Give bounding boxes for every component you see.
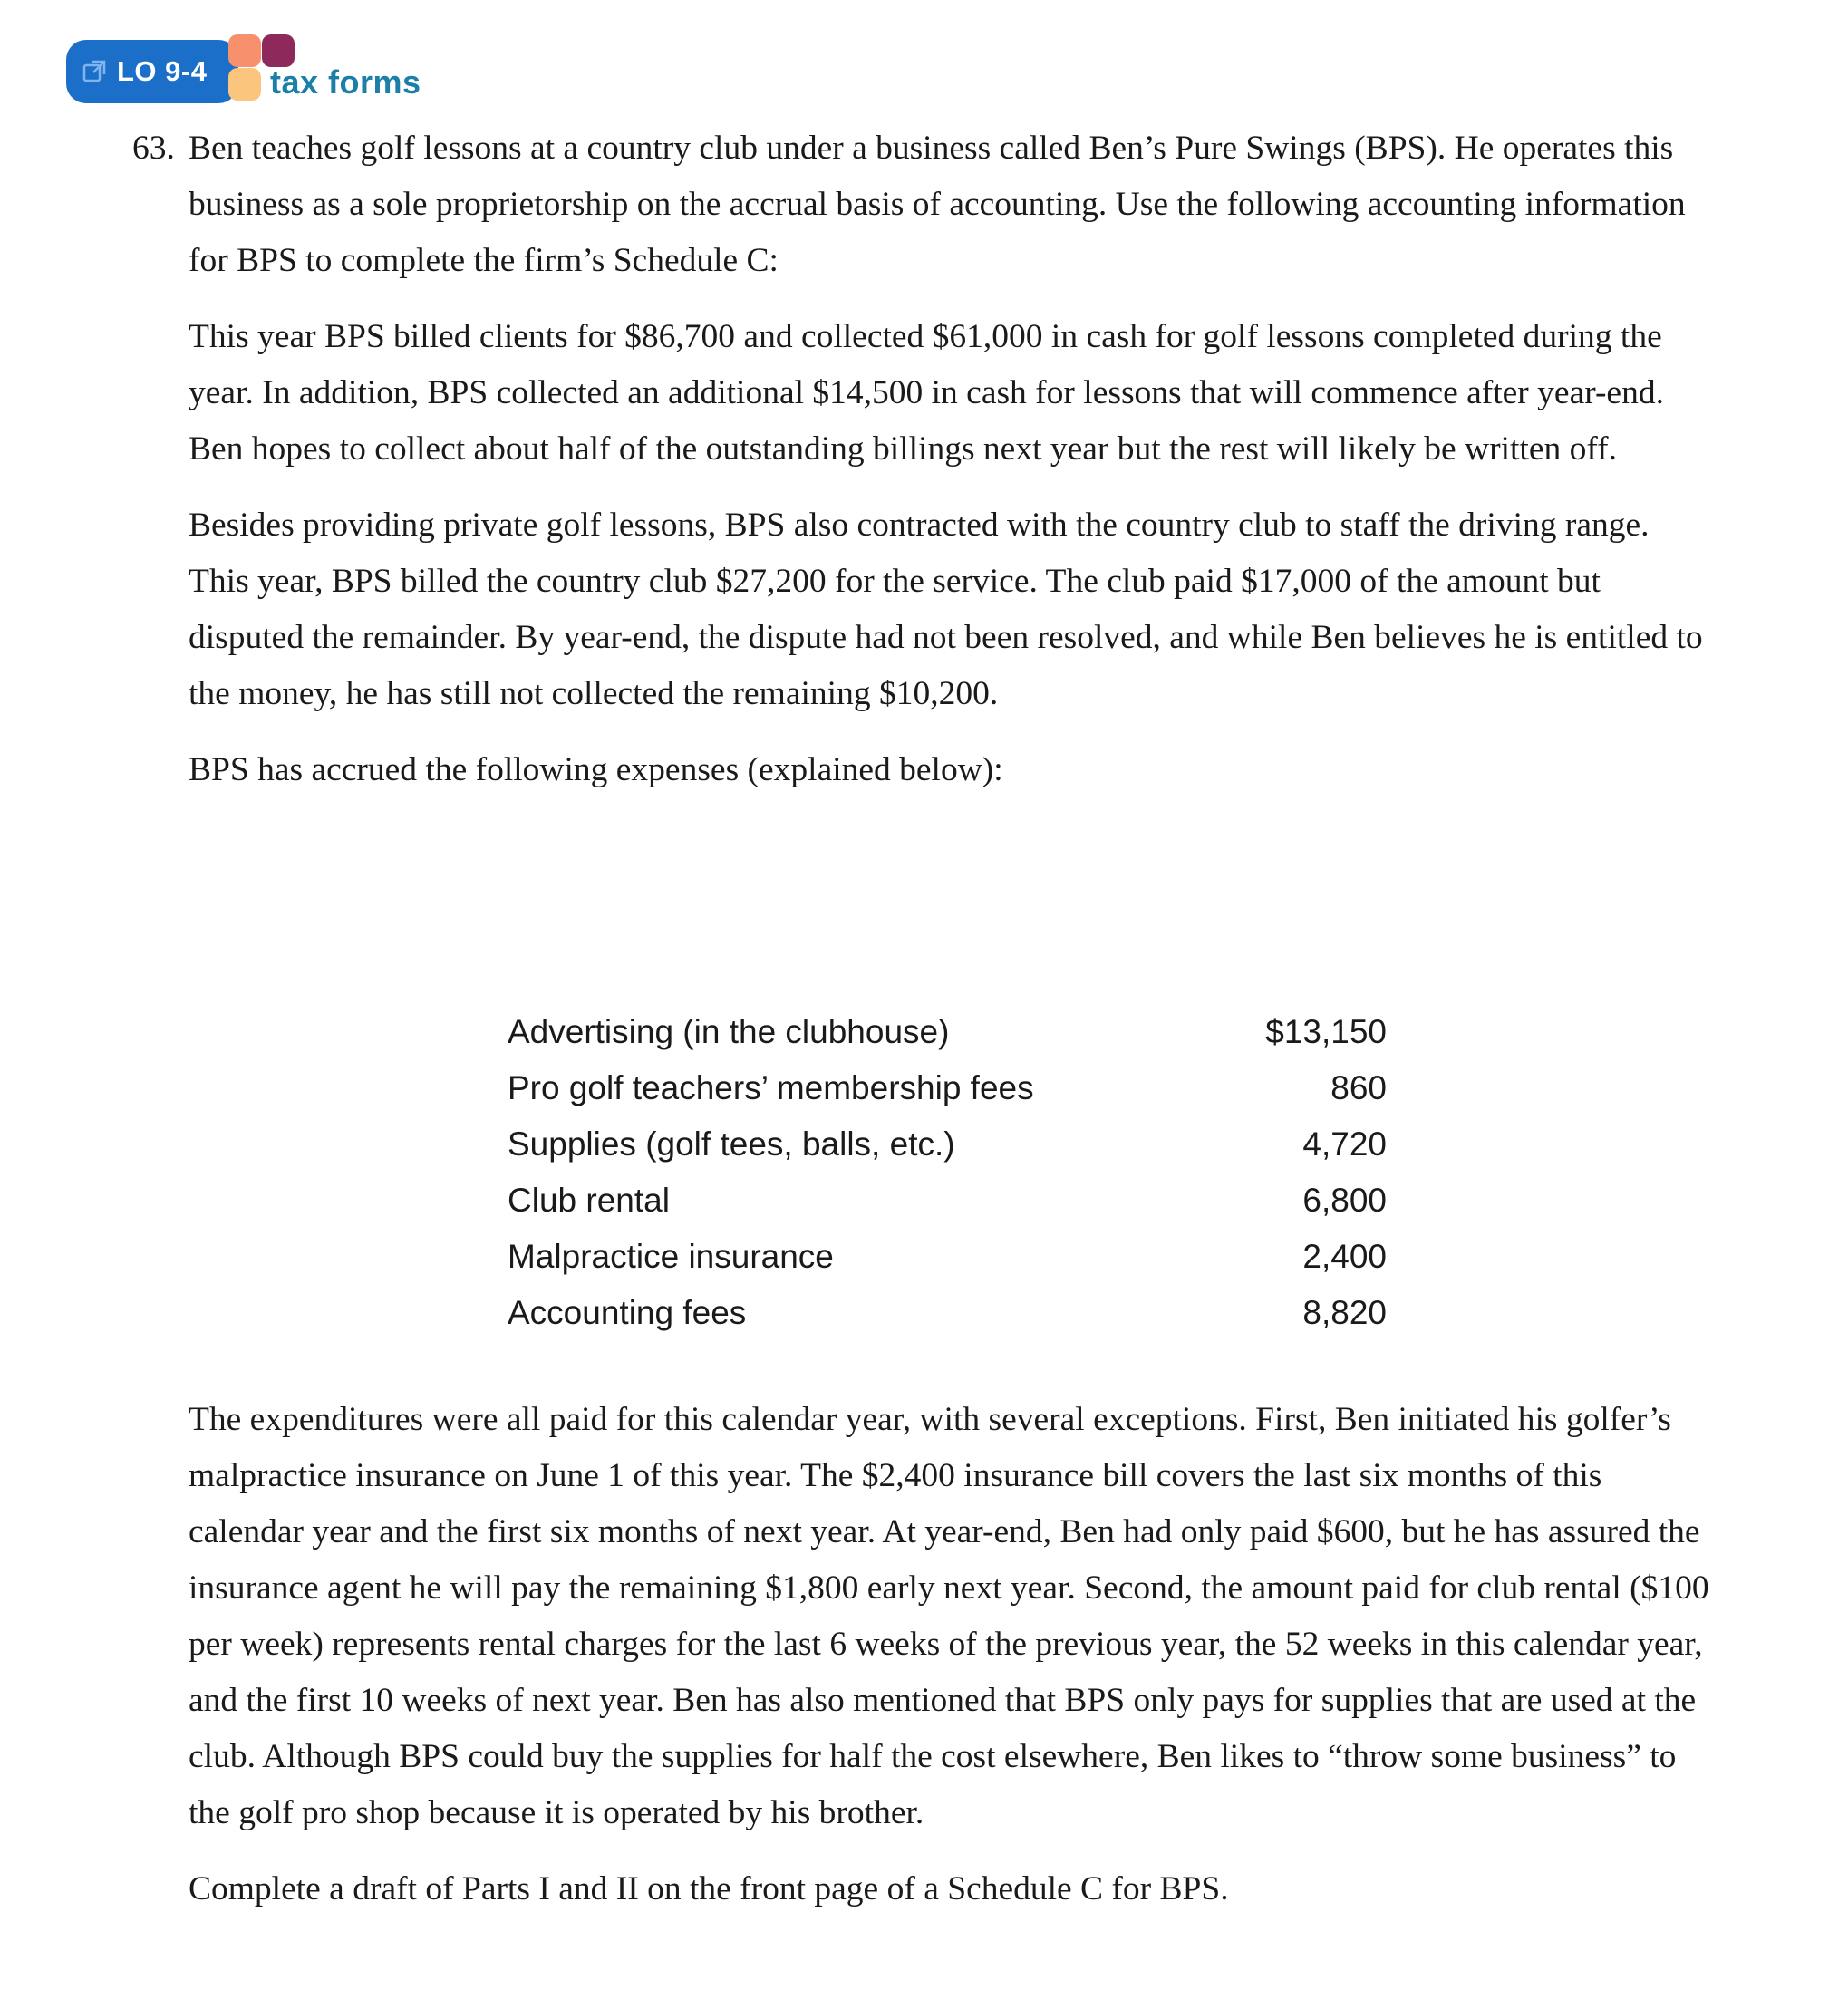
expense-amount: 6,800: [1302, 1182, 1387, 1219]
table-row: [508, 1004, 1387, 1060]
logo-square-orange: [228, 34, 261, 67]
table-row: [508, 1229, 1387, 1285]
expense-label: Club rental: [508, 1182, 670, 1219]
table-row: [508, 1060, 1387, 1116]
expense-label: Pro golf teachers’ membership fees: [508, 1069, 1034, 1106]
table-row: [508, 1173, 1387, 1229]
problem-intro: Ben teaches golf lessons at a country club under a business called Ben’s Pure Swings (BPS). He operates this business as a sole proprietorship on the accrual basis of accounting. Use the following accounting information for BPS to complete the firm’s Schedule C:: [189, 130, 1686, 279]
expense-label: Malpractice insurance: [508, 1238, 834, 1275]
expense-amount: $13,150: [1265, 1013, 1387, 1050]
expense-label: Accounting fees: [508, 1294, 747, 1331]
external-link-icon: [82, 60, 106, 83]
paragraph-instruction: Complete a draft of Parts I and II on the front page of a Schedule C for BPS.: [189, 1870, 1229, 1907]
paragraph-lesson-billings: This year BPS billed clients for $86,700 and collected $61,000 in cash for golf lessons completed during the year. In addition, BPS collected an additional $14,500 in cash for lessons that will commence after year-end. Ben hopes to collect about half of the outstanding billings next year but the rest will likely be written off.: [189, 318, 1664, 468]
expense-label: Advertising (in the clubhouse): [508, 1013, 950, 1050]
expense-amount: 8,820: [1302, 1294, 1387, 1331]
problem-continued: [189, 1392, 1711, 1917]
paragraph-expense-exceptions: The expenditures were all paid for this calendar year, with several exceptions. First, Ben initiated his golfer’s malpractice insurance on June 1 of this year. The $2,400 insurance bill covers the last six months of this calendar year and the first six months of next year. At year-end, Ben had only paid $600, but he has assured the insurance agent he will pay the remaining $1,800 early next year. Second, the amount paid for club rental ($100 per week) represents rental charges for the last 6 weeks of the previous year, the 52 weeks in this calendar year, and the first 10 weeks of next year. Ben has also mentioned that BPS only pays for supplies that are used at the club. Although BPS could buy the supplies for half the cost elsewhere, Ben likes to “throw some business” to the golf pro shop because it is operated by his brother.: [189, 1401, 1709, 1831]
expense-amount: 2,400: [1302, 1238, 1387, 1275]
expense-label: Supplies (golf tees, balls, etc.): [508, 1125, 955, 1163]
expense-table: [508, 1004, 1387, 1341]
logo-square-purple: [262, 34, 295, 67]
expense-amount: 4,720: [1302, 1125, 1387, 1163]
logo-square-yellow: [228, 68, 261, 101]
lo-badge-label: LO 9-4: [117, 55, 208, 87]
problem-number: 63.: [132, 130, 175, 167]
table-row: [508, 1116, 1387, 1173]
paragraph-expenses-intro: BPS has accrued the following expenses (explained below):: [189, 751, 1003, 788]
tax-forms-label: tax forms: [270, 63, 421, 101]
table-row: [508, 1285, 1387, 1341]
learning-objective-badge[interactable]: [66, 40, 238, 103]
problem-63: [132, 121, 1709, 798]
paragraph-driving-range: Besides providing private golf lessons, BPS also contracted with the country club to staff the driving range. This year, BPS billed the country club $27,200 for the service. The club paid $17,000 of the amount but disputed the remainder. By year-end, the dispute had not been resolved, and while Ben believes he is entitled to the money, he has still not collected the remaining $10,200.: [189, 507, 1703, 712]
problem-header: [132, 121, 1709, 289]
expense-amount: 860: [1330, 1069, 1387, 1106]
